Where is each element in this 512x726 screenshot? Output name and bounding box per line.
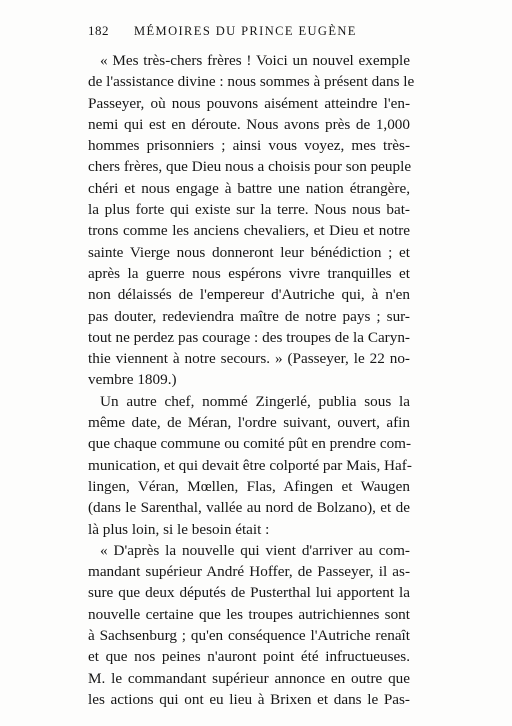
text-line: sure que deux députés de Pusterthal lui apportent la (88, 584, 410, 602)
text-line: tout ne perdez pas courage : des troupes de la Caryn- (88, 328, 410, 346)
running-head (88, 22, 410, 40)
text-line: vembre 1809.) (88, 371, 177, 389)
text-line: pas douter, redeviendra maître de notre pays ; sur- (88, 307, 410, 325)
running-title: MÉMOIRES DU PRINCE EUGÈNE (134, 24, 357, 38)
text-line: les actions qui ont eu lieu à Brixen et dans le Pas- (88, 690, 410, 708)
text-line: chéri et nous engage à battre une nation étrangère, (88, 179, 410, 197)
text-line: Un autre chef, nommé Zingerlé, publia sous la (100, 392, 410, 410)
text-line: mandant supérieur André Hoffer, de Passeyer, il as- (88, 563, 410, 581)
text-line: hommes prisonniers ; ainsi vous voyez, mes très- (88, 137, 410, 155)
text-line: de l'assistance divine : nous sommes à présent dans le (88, 73, 415, 91)
text-line: chers frères, que Dieu nous a choisis pour son peuple (88, 158, 412, 176)
text-line: nouvelle certaine que les troupes autrichiennes sont (88, 605, 410, 623)
text-line: non délaissés de l'empereur d'Autriche qui, à n'en (88, 286, 410, 304)
text-line: Passeyer, où nous pouvons aisément atteindre l'en- (88, 94, 410, 112)
text-line: après la guerre nous espérons vivre tranquilles et (88, 264, 410, 282)
page-number: 182 (88, 23, 109, 38)
text-line: que chaque commune ou comité pût en prendre com- (88, 435, 412, 453)
text-line: et que nos peines n'auront point été infructueuses. (88, 648, 410, 666)
text-line: lingen, Véran, Mœllen, Flas, Afingen et Waugen (88, 477, 410, 495)
text-line: sainte Vierge nous donneront leur bénédiction ; et (88, 243, 410, 261)
text-line: la plus forte qui existe sur la terre. Nous nous bat- (88, 201, 410, 219)
text-line: même date, de Méran, l'ordre suivant, ouvert, afin (88, 414, 410, 432)
text-line: là plus loin, si le besoin était : (88, 520, 270, 538)
text-line: M. le commandant supérieur annonce en outre que (88, 669, 410, 687)
text-line: munication, et qui devait être colporté par Mais, Haf- (88, 456, 412, 474)
body-text (88, 50, 415, 710)
text-line: trons comme les anciens chevaliers, et Dieu et notre (88, 222, 410, 240)
text-line: à Sachsenburg ; qu'en conséquence l'Autriche renaît (88, 627, 410, 645)
text-line: « Mes très-chers frères ! Voici un nouvel exemple (100, 52, 410, 69)
text-line: « D'après la nouvelle qui vient d'arriver au com- (100, 541, 410, 559)
text-line: nemi qui est en déroute. Nous avons près de 1,000 (88, 115, 410, 133)
text-line: thie viennent à notre secours. » (Passeyer, le 22 no- (88, 350, 410, 368)
text-line: (dans le Sarenthal, vallée au nord de Bolzano), et de (88, 499, 410, 517)
